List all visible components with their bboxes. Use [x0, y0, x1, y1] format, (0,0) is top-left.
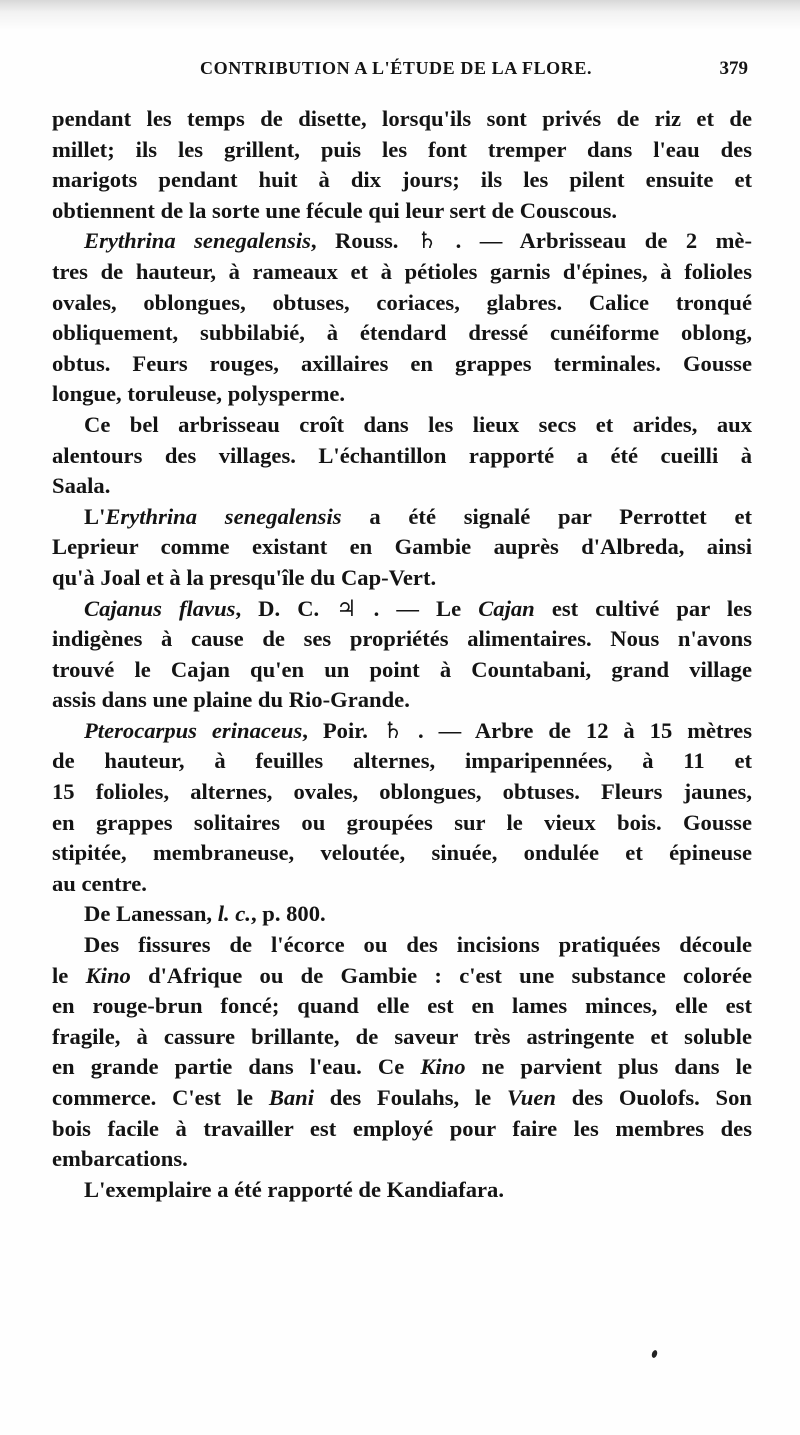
- running-head: [52, 58, 748, 88]
- text-line: obtus. Feurs rouges, axillaires en grappes terminales. Gousse: [52, 350, 752, 376]
- text-line: 15 folioles, alternes, ovales, oblongues, obtuses. Fleurs jaunes,: [52, 779, 752, 805]
- text-line: tres de hauteur, à rameaux et à pétioles garnis d'épines, à folioles: [52, 258, 752, 284]
- scan-edge-shadow: [0, 0, 800, 30]
- ink-speck: [651, 1349, 658, 1358]
- text-line: Ce bel arbrisseau croît dans les lieux secs et arides, aux: [84, 411, 752, 437]
- text-line: bois facile à travailler est employé pour faire les membres des: [52, 1115, 752, 1141]
- text-line: assis dans une plaine du Rio-Grande.: [52, 687, 410, 713]
- text-line: commerce. C'est le Bani des Foulahs, le Vuen des Ouolofs. Son: [52, 1085, 752, 1110]
- text-line: L'Erythrina senegalensis a été signalé par Perrottet et: [84, 503, 752, 529]
- text-line: en grappes solitaires ou groupées sur le vieux bois. Gousse: [52, 809, 752, 835]
- text-line: pendant les temps de disette, lorsqu'ils sont privés de riz et de: [52, 106, 752, 131]
- page-number: 379: [719, 58, 748, 79]
- text-line: en rouge-brun foncé; quand elle est en lames minces, elle est: [52, 993, 752, 1019]
- text-line: L'exemplaire a été rapporté de Kandiafara.: [84, 1176, 505, 1202]
- text-line: obliquement, subbilabié, à étendard dressé cunéiforme oblong,: [52, 320, 752, 346]
- text-line: stipitée, membraneuse, veloutée, sinuée, ondulée et épineuse: [52, 840, 752, 866]
- text-line: ovales, oblongues, obtuses, coriaces, glabres. Calice tronqué: [52, 289, 752, 315]
- text-line: le Kino d'Afrique ou de Gambie : c'est une substance colorée: [52, 962, 752, 988]
- text-line: indigènes à cause de ses propriétés alimentaires. Nous n'avons: [52, 626, 752, 652]
- text-line: longue, toruleuse, polysperme.: [52, 381, 346, 407]
- text-line: trouvé le Cajan qu'en un point à Countabani, grand village: [52, 656, 752, 682]
- text-line: embarcations.: [52, 1146, 188, 1172]
- text-line: De Lanessan, l. c., p. 800.: [84, 901, 326, 927]
- text-line: qu'à Joal et à la presqu'île du Cap-Vert.: [52, 564, 437, 590]
- text-line: de hauteur, à feuilles alternes, imparipennées, à 11 et: [52, 748, 752, 774]
- text-line: alentours des villages. L'échantillon rapporté a été cueilli à: [52, 442, 752, 468]
- text-line: Cajanus flavus, D. C. ♃ . — Le Cajan est cultivé par les: [84, 595, 752, 621]
- text-line: fragile, à cassure brillante, de saveur très astringente et soluble: [52, 1023, 752, 1049]
- text-line: Saala.: [52, 473, 111, 499]
- text-line: Leprieur comme existant en Gambie auprès d'Albreda, ainsi: [52, 534, 752, 560]
- text-line: au centre.: [52, 870, 147, 896]
- text-line: Des fissures de l'écorce ou des incisions pratiquées découle: [84, 932, 752, 958]
- text-line: millet; ils les grillent, puis les font tremper dans l'eau des: [52, 136, 752, 162]
- text-line: Erythrina senegalensis, Rouss. ♄ . — Arbrisseau de 2 mè-: [84, 228, 752, 254]
- text-line: obtiennent de la sorte une fécule qui leur sert de Couscous.: [52, 197, 618, 223]
- running-title: CONTRIBUTION A L'ÉTUDE DE LA FLORE.: [200, 58, 593, 78]
- body-text: [52, 104, 752, 1205]
- text-line: en grande partie dans l'eau. Ce Kino ne parvient plus dans le: [52, 1054, 752, 1080]
- text-line: marigots pendant huit à dix jours; ils les pilent ensuite et: [52, 167, 752, 193]
- text-line: Pterocarpus erinaceus, Poir. ♄ . — Arbre de 12 à 15 mètres: [84, 717, 753, 743]
